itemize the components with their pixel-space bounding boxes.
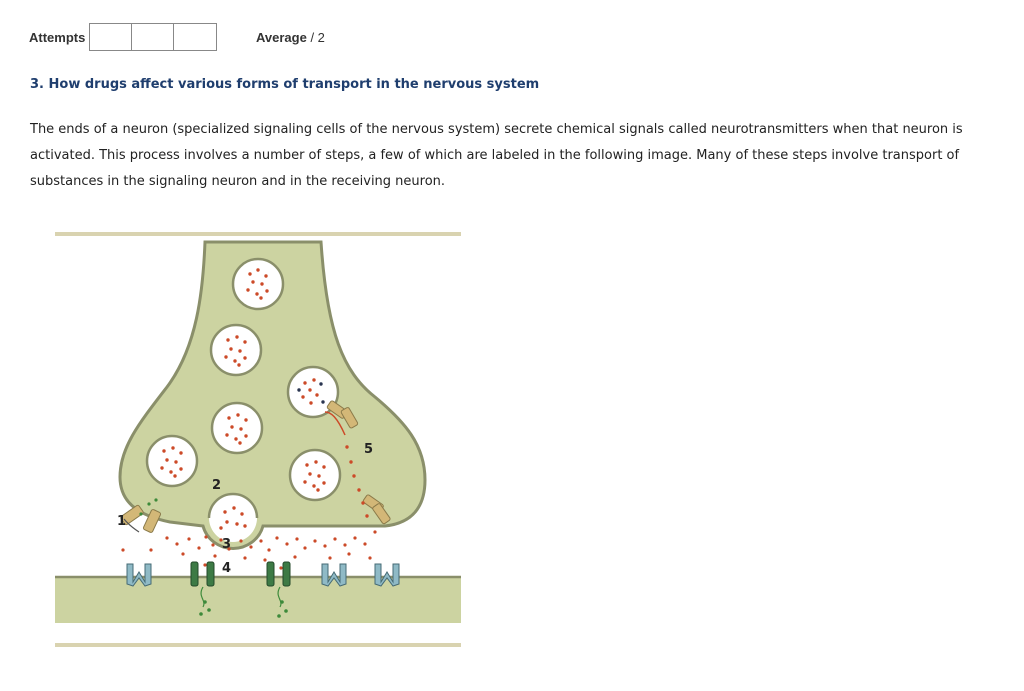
vesicle	[212, 403, 262, 453]
step-4-label: 4	[222, 561, 232, 576]
fusing-vesicle	[209, 494, 257, 542]
step-5-label: 5	[364, 442, 374, 457]
step-2-label: 2	[212, 478, 222, 493]
step-3-label: 3	[222, 537, 232, 552]
figure-top-border	[55, 232, 461, 236]
attempt-boxes	[89, 23, 217, 51]
question-title: 3. How drugs affect various forms of transport in the nervous system	[30, 77, 540, 92]
step-1-label: 1	[117, 514, 127, 529]
attempt-box-1	[90, 24, 132, 50]
average-score	[256, 30, 325, 45]
vesicle	[147, 436, 197, 486]
attempt-box-2	[132, 24, 174, 50]
attempts-label: Attempts	[29, 29, 86, 45]
attempts-row	[29, 23, 217, 51]
attempt-box-3	[174, 24, 216, 50]
question-body: The ends of a neuron (specialized signaling cells of the nervous system) secrete chemical signals called neurotransmitters when that neuron is activated. This process involves a number of steps, a few of which are labeled in the following image. Many of these steps involve transport of substances in the signaling neuron and in the receiving neuron.	[30, 122, 963, 189]
receiving-neuron	[55, 577, 461, 623]
average-value: / 2	[310, 30, 325, 45]
average-label: Average	[256, 30, 307, 45]
vesicle	[211, 325, 261, 375]
figure-bottom-border	[55, 643, 461, 647]
vesicle	[233, 259, 283, 309]
synapse-figure	[55, 232, 461, 648]
vesicle	[290, 450, 340, 500]
synapse-diagram	[55, 232, 461, 648]
